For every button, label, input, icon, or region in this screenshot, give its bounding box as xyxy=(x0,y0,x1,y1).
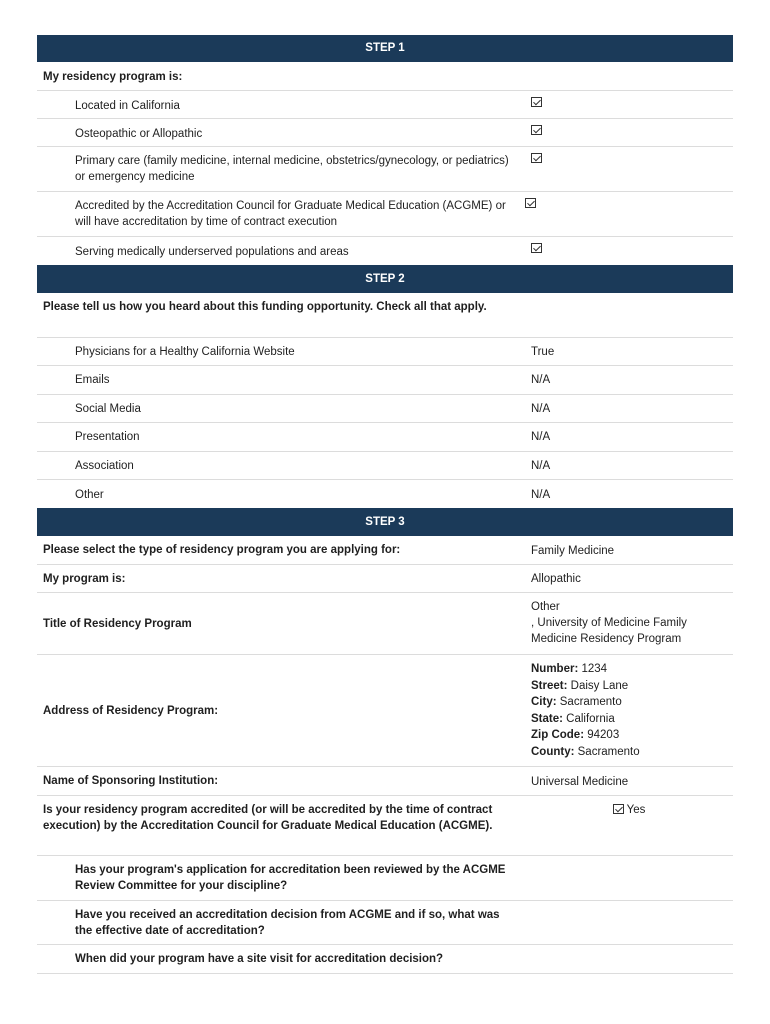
program-address-value xyxy=(525,655,733,766)
accreditation-sub-question: Has your program's application for accreditation been reviewed by the ACGME Review Committee for your discipline? xyxy=(75,864,506,892)
step-1-item-label: Located in California xyxy=(75,100,180,112)
address-zip: 94203 xyxy=(587,729,620,741)
step-2-item-value: N/A xyxy=(531,374,551,386)
step-2-item-label: Social Media xyxy=(75,403,141,415)
address-county: Sacramento xyxy=(577,745,640,758)
program-title-label: Title of Residency Program xyxy=(43,617,192,630)
accreditation-sub-question-row xyxy=(37,901,733,945)
program-address-label: Address of Residency Program: xyxy=(43,704,219,717)
program-is-value: Allopathic xyxy=(531,573,581,585)
step-2-item-label: Physicians for a Healthy California Website xyxy=(75,346,295,358)
accredited-value-text: Yes xyxy=(626,804,646,816)
sponsor-label: Name of Sponsoring Institution: xyxy=(43,775,219,787)
address-city-label: City: xyxy=(531,696,557,708)
step-2-item-label: Other xyxy=(75,489,104,501)
step-1-item-label: Primary care (family medicine, internal medicine, obstetrics/gynecology, or pediatrics) or emergency medicine xyxy=(75,155,509,183)
checkbox-checked-icon xyxy=(531,243,542,253)
step-2-item-row xyxy=(37,338,733,366)
step-1-item-label: Osteopathic or Allopathic xyxy=(75,128,203,140)
accredited-label: Is your residency program accredited (or will be accredited by the time of contract execution) by the Accreditation Council for Graduate Medical Education (ACGME). xyxy=(43,804,493,832)
step-1-header: STEP 1 xyxy=(37,35,733,62)
step-2-item-label: Association xyxy=(75,460,134,472)
program-is-label: My program is: xyxy=(43,573,126,585)
step-2-item-label: Presentation xyxy=(75,431,140,443)
application-summary xyxy=(37,35,733,974)
step-2-question: Please tell us how you heard about this funding opportunity. Check all that apply. xyxy=(43,301,487,313)
step-2-item-row xyxy=(37,395,733,423)
step-1-item-row xyxy=(37,119,733,147)
program-title-row xyxy=(37,593,733,655)
program-is-row xyxy=(37,565,733,593)
accredited-row xyxy=(37,796,733,856)
step-2-item-value: True xyxy=(531,346,555,358)
step-1-item-label: Accredited by the Accreditation Council for Graduate Medical Education (ACGME) or will have accreditation by time of contract execution xyxy=(75,200,506,228)
step-1-item-row xyxy=(37,147,733,192)
address-number-label: Number: xyxy=(531,663,579,675)
address-county-label: County: xyxy=(531,745,575,758)
address-number: 1234 xyxy=(581,663,608,675)
step-2-question-row xyxy=(37,293,733,338)
accredited-value xyxy=(525,796,733,855)
accreditation-sub-question: Have you received an accreditation decision from ACGME and if so, what was the effective date of accreditation? xyxy=(75,909,500,937)
address-zip-label: Zip Code: xyxy=(531,729,585,741)
checkbox-checked-icon xyxy=(531,153,542,163)
program-title-value-line2: , University of Medicine Family Medicine Residency Program xyxy=(531,617,687,645)
program-type-row xyxy=(37,536,733,565)
sponsor-value: Universal Medicine xyxy=(531,776,629,788)
program-address-row xyxy=(37,655,733,767)
program-type-value: Family Medicine xyxy=(531,545,615,557)
step-2-item-row xyxy=(37,452,733,480)
checkbox-checked-icon xyxy=(613,804,624,814)
step-1-question-row xyxy=(37,62,733,91)
step-1-item-row xyxy=(37,237,733,265)
accreditation-sub-question-row xyxy=(37,856,733,901)
address-street: Daisy Lane xyxy=(570,679,629,692)
address-street-label: Street: xyxy=(531,679,568,692)
step-3-header: STEP 3 xyxy=(37,508,733,536)
step-1-item-label: Serving medically underserved populations and areas xyxy=(75,246,349,258)
program-title-value-line1: Other xyxy=(531,601,560,613)
program-type-label: Please select the type of residency program you are applying for: xyxy=(43,544,401,556)
step-2-header: STEP 2 xyxy=(37,265,733,293)
step-1-item-row xyxy=(37,91,733,119)
checkbox-checked-icon xyxy=(531,97,542,107)
step-2-item-label: Emails xyxy=(75,374,110,386)
checkbox-checked-icon xyxy=(531,125,542,135)
step-2-item-value: N/A xyxy=(531,403,551,415)
step-2-item-row xyxy=(37,423,733,452)
accreditation-sub-question-row xyxy=(37,945,733,974)
sponsor-row xyxy=(37,767,733,796)
step-2-item-value: N/A xyxy=(531,460,551,472)
step-2-item-value: N/A xyxy=(531,431,551,443)
accreditation-sub-question: When did your program have a site visit for accreditation decision? xyxy=(75,953,444,965)
step-1-question: My residency program is: xyxy=(43,71,183,83)
step-1-item-row xyxy=(37,192,733,237)
address-city: Sacramento xyxy=(559,696,622,708)
step-2-item-value: N/A xyxy=(531,489,551,501)
checkbox-checked-icon xyxy=(525,198,536,208)
address-state-label: State: xyxy=(531,712,563,725)
step-2-item-row xyxy=(37,480,733,508)
step-2-item-row xyxy=(37,366,733,395)
address-state: California xyxy=(566,712,615,725)
